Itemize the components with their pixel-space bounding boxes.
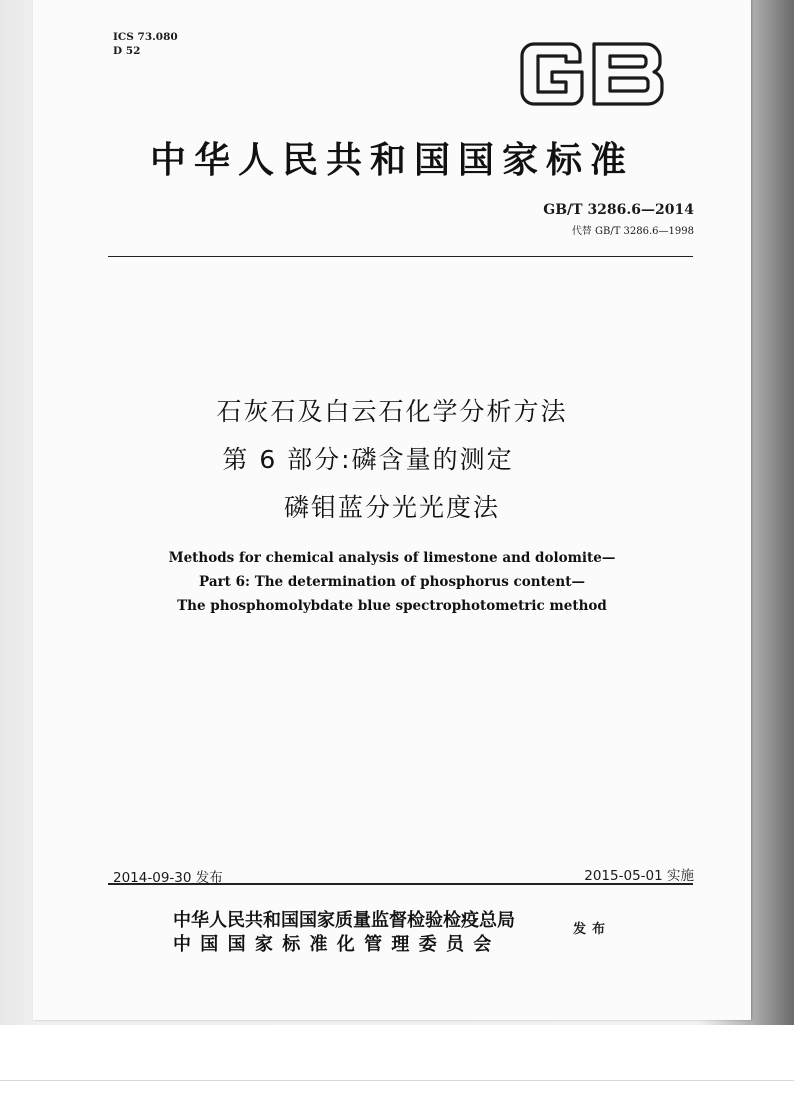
issuer-line-2: 中国国家标准化管理委员会 bbox=[173, 934, 501, 955]
chinese-title-line-1: 石灰石及白云石化学分析方法 bbox=[216, 397, 568, 426]
implementation-date: 2015-05-01 实施 bbox=[584, 868, 694, 884]
gb-logo-graphic bbox=[518, 40, 668, 108]
gb-logo bbox=[518, 40, 668, 108]
issue-date: 2014-09-30 发布 bbox=[113, 870, 223, 886]
english-title-line-1: Methods for chemical analysis of limestone and dolomite— bbox=[168, 550, 616, 566]
ics-code: ICS 73.080 bbox=[113, 31, 178, 43]
header-divider bbox=[108, 256, 693, 257]
footer-divider bbox=[108, 883, 693, 885]
publish-label: 发布 bbox=[573, 922, 612, 937]
replaces-standard: 代替 GB/T 3286.6—1998 bbox=[571, 226, 694, 237]
issuer-line-1: 中华人民共和国国家质量监督检验检疫总局 bbox=[173, 910, 515, 931]
ccs-code: D 52 bbox=[113, 45, 141, 57]
chinese-title-line-3: 磷钼蓝分光光度法 bbox=[283, 493, 500, 522]
classification-codes bbox=[113, 30, 178, 58]
standard-category-title: 中华人民共和国国家标准 bbox=[149, 140, 634, 181]
english-title-line-2: Part 6: The determination of phosphorus content— bbox=[199, 574, 585, 590]
english-title-line-3: The phosphomolybdate blue spectrophotometric method bbox=[177, 598, 607, 614]
chinese-title-line-2: 第 6 部分:磷含量的测定 bbox=[222, 445, 514, 474]
standard-number: GB/T 3286.6—2014 bbox=[543, 202, 694, 218]
document-page bbox=[33, 0, 751, 1020]
bottom-divider bbox=[0, 1080, 794, 1081]
